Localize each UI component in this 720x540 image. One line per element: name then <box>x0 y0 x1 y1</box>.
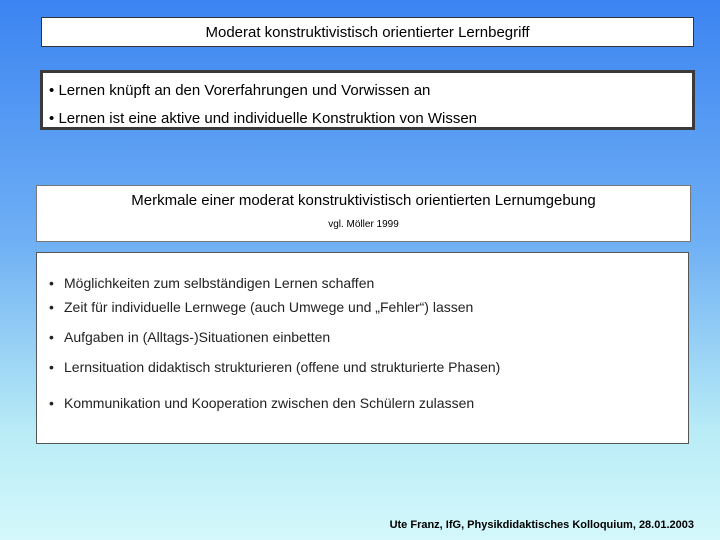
bullet: • <box>49 359 54 375</box>
bullet: • <box>49 395 54 411</box>
bullet: • <box>49 329 54 345</box>
features-heading: Merkmale einer moderat konstruktivistisch orientierten Lernumgebung <box>131 192 596 209</box>
list-item-text: Kommunikation und Kooperation zwischen den Schülern zulassen <box>64 395 475 411</box>
key-point <box>49 77 692 105</box>
list-item-text: Aufgaben in (Alltags-)Situationen einbetten <box>64 329 331 345</box>
list-item-text: Möglichkeiten zum selbständigen Lernen schaffen <box>64 275 375 291</box>
slide-footer: Ute Franz, IfG, Physikdidaktisches Kolloquium, 28.01.2003 <box>389 519 694 531</box>
slide-title-box <box>41 17 694 47</box>
key-points-box <box>40 70 695 130</box>
features-heading-box <box>36 185 691 242</box>
bullet: • <box>49 82 55 99</box>
bullet: • <box>49 110 55 127</box>
bullet: • <box>49 299 54 315</box>
key-point-text: Lernen ist eine aktive und individuelle Konstruktion von Wissen <box>58 110 478 127</box>
list-item-text: Lernsituation didaktisch strukturieren (offene und strukturierte Phasen) <box>64 359 501 375</box>
list-item-text: Zeit für individuelle Lernwege (auch Umwege und „Fehler“) lassen <box>64 299 474 315</box>
list-item <box>49 395 474 411</box>
slide-title: Moderat konstruktivistisch orientierter Lernbegriff <box>205 23 530 41</box>
list-item <box>49 275 374 291</box>
list-item <box>49 359 500 375</box>
features-list <box>36 252 689 444</box>
bullet: • <box>49 275 54 291</box>
source-citation: vgl. Möller 1999 <box>328 219 399 230</box>
key-point-text: Lernen knüpft an den Vorerfahrungen und Vorwissen an <box>58 82 431 99</box>
key-point <box>49 105 692 133</box>
list-item <box>49 329 330 345</box>
list-item <box>49 299 473 315</box>
